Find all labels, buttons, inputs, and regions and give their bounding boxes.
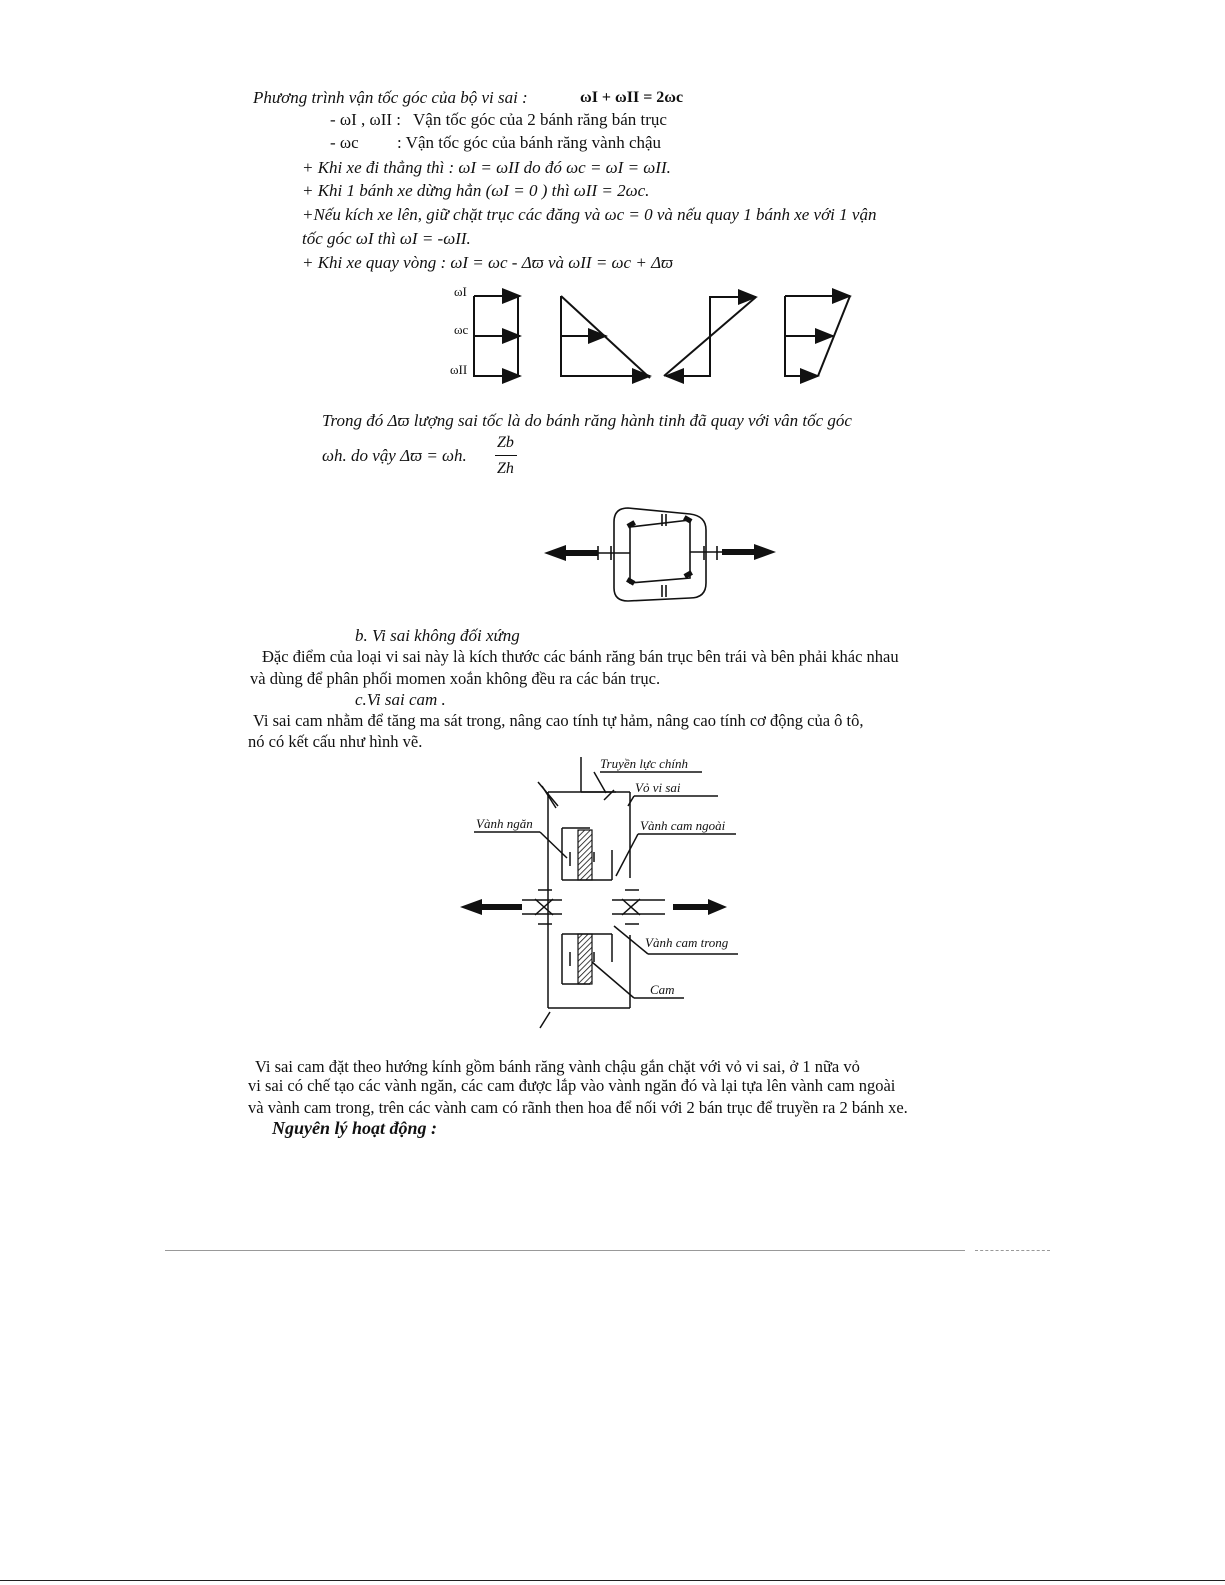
principle-heading: Nguyên lý hoạt động : [272, 1118, 438, 1138]
label-vo-vi-sai: Vỏ vi sai [635, 780, 681, 795]
label-vanh-cam-trong: Vành cam trong [645, 935, 729, 950]
def-omega-c-text: : Vận tốc góc của bánh răng vành chậu [397, 133, 662, 152]
footer-rule [165, 1250, 965, 1251]
label-vanh-ngan: Vành ngăn [476, 816, 533, 831]
equation-intro: Phương trình vận tốc góc của bộ vi sai : [253, 88, 528, 107]
fraction-numerator: Zb [497, 434, 514, 451]
equation-formula: ωI + ωII = 2ωc [580, 89, 684, 106]
fig1-label-omega-I: ωI [454, 284, 467, 299]
section-b-p1: Đặc điểm của loại vi sai này là kích thước các bánh răng bán trục bên trái và bên phải khác nhau [262, 647, 899, 666]
label-vanh-cam-ngoai: Vành cam ngoài [640, 818, 726, 833]
case-lift-line1: +Nếu kích xe lên, giữ chặt trục các đăng và ωc = 0 và nếu quay 1 bánh xe với 1 vận [302, 205, 877, 224]
closing-p2: vi sai có chế tạo các vành ngăn, các cam được lắp vào vành ngăn đó và lại tựa lên vành cam ngoài [248, 1076, 896, 1095]
case-lift-line2: tốc góc ωI thì ωI = -ωII. [302, 229, 471, 248]
page-bottom-border [0, 1580, 1225, 1581]
section-b-p2: và dùng để phân phối momen xoắn không đều ra các bán trục. [250, 669, 661, 688]
closing-p1: Vi sai cam đặt theo hướng kính gồm bánh răng vành chậu gắn chặt với vỏ vi sai, ở 1 nữa vỏ [255, 1057, 860, 1076]
label-truyen-luc-chinh: Truyền lực chính [600, 756, 688, 771]
def-omega-c-sym: - ωc [330, 133, 359, 152]
case-stop: + Khi 1 bánh xe dừng hẳn (ωI = 0 ) thì ωII = 2ωc. [302, 181, 650, 200]
delta-line2: ωh. do vậy Δϖ = ωh. [322, 446, 467, 465]
fraction-denominator: Zh [497, 460, 514, 477]
def-omega-I-II-text: Vận tốc góc của 2 bánh răng bán trục [413, 110, 667, 129]
case-straight: + Khi xe đi thẳng thì : ωI = ωII do đó ωc = ωI = ωII. [302, 158, 671, 177]
section-b-title-text: b. Vi sai không đối xứng [355, 626, 520, 645]
section-c-title: c.Vi sai cam . [355, 690, 446, 709]
case-turn: + Khi xe quay vòng : ωI = ωc - Δϖ và ωII = ωc + Δϖ [302, 253, 674, 272]
closing-p3: và vành cam trong, trên các vành cam có rãnh then hoa để nối với 2 bán trục để truyền ra 2 bánh xe. [248, 1098, 908, 1117]
label-cam: Cam [650, 982, 675, 997]
footer-rule-dashed [975, 1250, 1050, 1251]
def-omega-I-II-sym: - ωI , ωII : [330, 110, 401, 129]
section-c-p2: nó có kết cấu như hình vẽ. [248, 732, 423, 751]
fig1-label-omega-II: ωII [450, 362, 468, 377]
delta-line1: Trong đó Δϖ lượng sai tốc là do bánh răng hành tinh đã quay với vân tốc góc [322, 411, 852, 430]
fig1-label-omega-c: ωc [454, 322, 469, 337]
section-c-p1: Vi sai cam nhằm để tăng ma sát trong, nâng cao tính tự hảm, nâng cao tính cơ động của ô tô, [253, 711, 864, 730]
